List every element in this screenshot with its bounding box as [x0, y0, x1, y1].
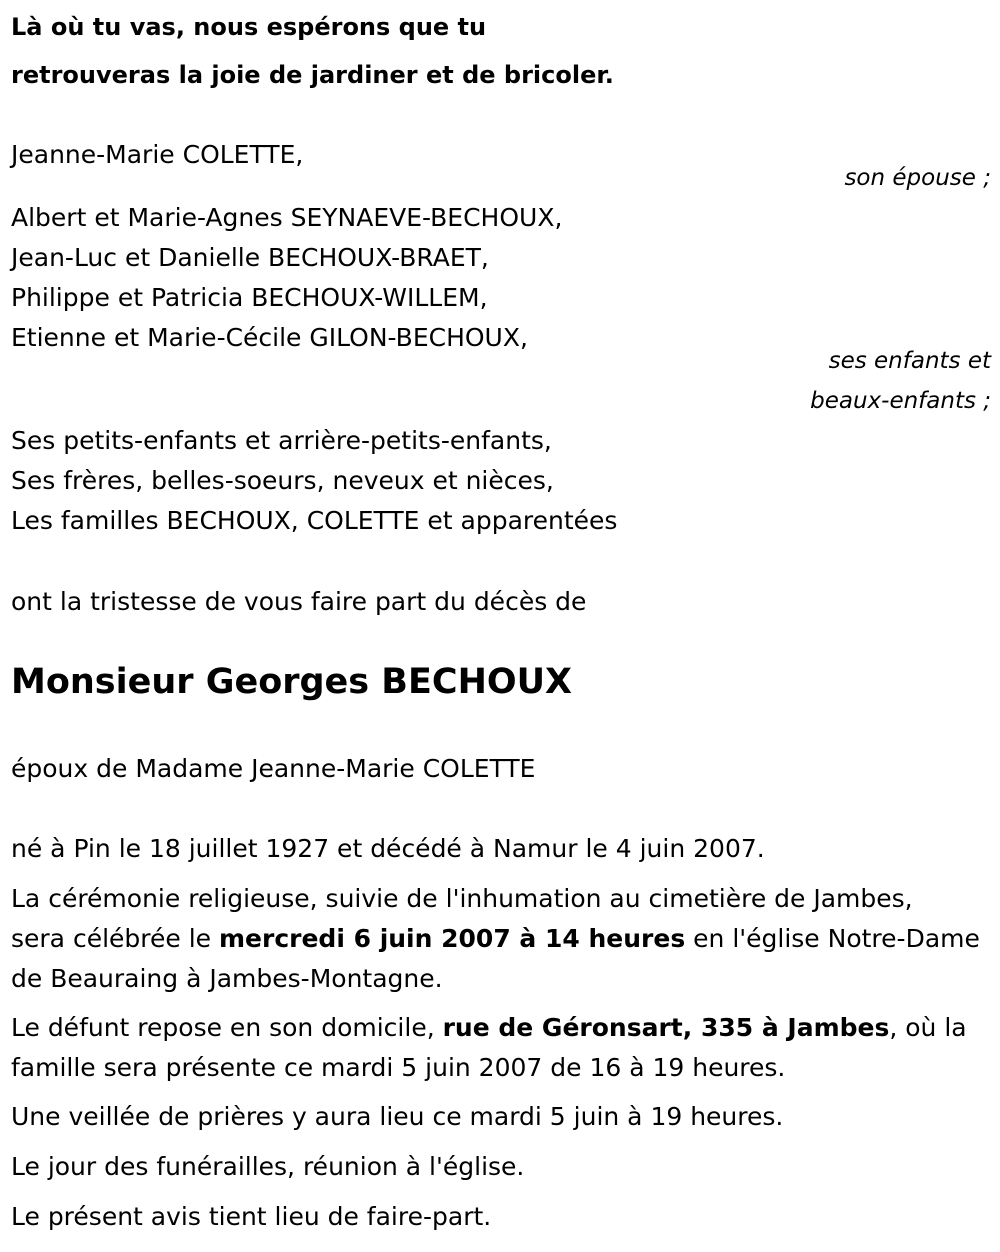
ceremony-text: en l'église Notre-Dame [685, 924, 980, 953]
notice: Le présent avis tient lieu de faire-part. [11, 1202, 492, 1231]
deceased-name: Monsieur Georges BECHOUX [11, 662, 573, 702]
relatives-line: Ses petits-enfants et arrière-petits-enfants, [11, 426, 552, 455]
viewing-text: Le défunt repose en son domicile, [11, 1013, 443, 1042]
funeral-day: Le jour des funérailles, réunion à l'église. [11, 1152, 525, 1181]
child-line: Jean-Luc et Danielle BECHOUX-BRAET, [11, 243, 489, 272]
relatives-line: Ses frères, belles-soeurs, neveux et nièces, [11, 466, 554, 495]
announcement: ont la tristesse de vous faire part du décès de [11, 587, 587, 616]
birth-death: né à Pin le 18 juillet 1927 et décédé à Namur le 4 juin 2007. [11, 834, 765, 863]
ceremony-datetime: mercredi 6 juin 2007 à 14 heures [218, 924, 686, 953]
spouse-role: son épouse ; [844, 165, 991, 191]
quote-line-1: Là où tu vas, nous espérons que tu [11, 13, 487, 41]
viewing-text: , où la [889, 1013, 967, 1042]
viewing-address: rue de Géronsart, 335 à Jambes [442, 1013, 890, 1042]
viewing-line-2: famille sera présente ce mardi 5 juin 2007 de 16 à 19 heures. [11, 1053, 786, 1082]
vigil: Une veillée de prières y aura lieu ce mardi 5 juin à 19 heures. [11, 1102, 784, 1131]
children-role-line-2: beaux-enfants ; [810, 388, 991, 414]
ceremony-text: sera célébrée le [11, 924, 219, 953]
viewing-line-1 [11, 1008, 967, 1048]
ceremony-line-2 [11, 919, 980, 959]
spouse-name: Jeanne-Marie COLETTE, [11, 140, 304, 169]
children-role-line-1: ses enfants et [828, 348, 991, 374]
child-line: Philippe et Patricia BECHOUX-WILLEM, [11, 283, 488, 312]
child-line: Etienne et Marie-Cécile GILON-BECHOUX, [11, 323, 528, 352]
child-line: Albert et Marie-Agnes SEYNAEVE-BECHOUX, [11, 203, 563, 232]
quote-line-2: retrouveras la joie de jardiner et de bricoler. [11, 61, 614, 89]
ceremony-line-3: de Beauraing à Jambes-Montagne. [11, 964, 443, 993]
relatives-line: Les familles BECHOUX, COLETTE et apparentées [11, 506, 618, 535]
ceremony-line-1: La cérémonie religieuse, suivie de l'inhumation au cimetière de Jambes, [11, 884, 913, 913]
husband-of: époux de Madame Jeanne-Marie COLETTE [11, 754, 536, 783]
